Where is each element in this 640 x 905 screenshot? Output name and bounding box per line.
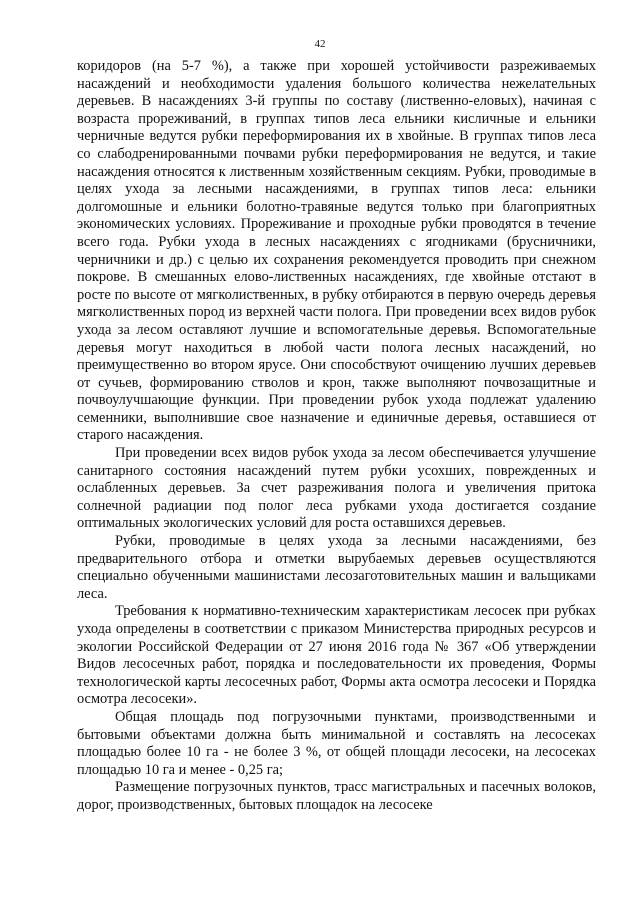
paragraph-requirements: Требования к нормативно-техническим характеристикам лесосек при рубках ухода определены в соответствии с приказом Министерства природных ресурсов и экологии Российской Федерации от 27 июня 2016 года № 367 «Об утверждении Видов лесосечных работ, порядка и последовательности их проведения, Формы технологической карты лесосечных работ, Формы акта осмотра лесосеки и Порядка осмотра лесосеки». <box>77 603 596 708</box>
paragraph-machinists: Рубки, проводимые в целях ухода за лесными насаждениями, без предварительного отбора и отметки вырубаемых деревьев осуществляются специально обученными машинистами лесозаготовительных машин и вальщиками леса. <box>77 533 596 602</box>
paragraph-placement: Размещение погрузочных пунктов, трасс магистральных и пасечных волоков, дорог, производственных, бытовых площадок на лесосеке <box>77 779 596 813</box>
paragraph-continuation: коридоров (на 5-7 %), а также при хорошей устойчивости разреживаемых насаждений и необходимости удаления большого количества нежелательных деревьев. В насаждениях 3-й группы по составу (лиственно-еловых), начиная с возраста прореживаний, в группах типов леса ельники кисличные и ельники черничные ведутся рубки переформирования их в хвойные. В группах типов леса со слабодренированными почвами рубки переформирования не ведутся, и такие насаждения относятся к лиственным хозяйственным секциям. Рубки, проводимые в целях ухода за лесными насаждениями, в группах типов леса: ельники долгомошные и ельники болотно-травяные ведутся только при благоприятных экономических условиях. Прореживание и проходные рубки проводятся в течение всего года. Рубки ухода в лесных насаждениях с ягодниками (брусничники, черничники и др.) с целью их сохранения рекомендуется проводить при снежном покрове. В смешанных елово-лиственных насаждениях, где хвойные отстают в росте по высоте от мягколиственных, в рубку отбираются в первую очередь деревья мягколиственных пород из верхней части полога. При проведении всех видов рубок ухода за лесом оставляют лучшие и вспомогательные деревья. Вспомогательные деревья могут находиться в любой части полога лесных насаждений, но преимущественно во втором ярусе. Они способствуют очищению лучших деревьев от сучьев, формированию стволов и крон, также выполняют почвозащитные и почвоулучшающие функции. При проведении рубок ухода подлежат удалению семенники, выполнившие свое назначение и единичные деревья, оставшиеся от старого насаждения. <box>77 58 596 444</box>
paragraph-area: Общая площадь под погрузочными пунктами, производственными и бытовыми объектами должна быть минимальной и составлять на лесосеках площадью более 10 га - не более 3 %, от общей площади лесосеки, на лесосеках площадью 10 га и менее - 0,25 га; <box>77 708 596 778</box>
paragraph-sanitary: При проведении всех видов рубок ухода за лесом обеспечивается улучшение санитарного состояния насаждений путем рубки усохших, поврежденных и ослабленных деревьев. За счет разреживания полога и увеличения притока солнечной радиации под полог леса рубками ухода достигается создание оптимальных экологических условий для роста оставшихся деревьев. <box>77 445 596 532</box>
page-number: 42 <box>314 38 326 50</box>
document-body <box>77 58 596 815</box>
